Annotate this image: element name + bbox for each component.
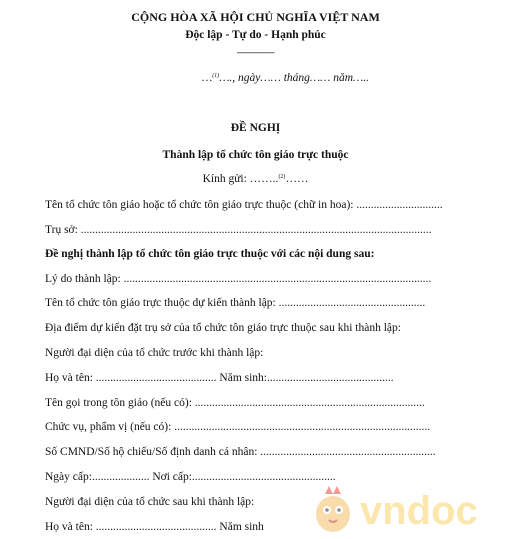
field-planned-location: Địa điểm dự kiến đặt trụ sở của tổ chức tôn giáo trực thuộc sau khi thành lập: [45, 322, 401, 334]
field-position: Chức vụ, phẩm vị (nếu có): ......................................................................................... [45, 421, 431, 433]
motto: Độc lập - Tự do - Hạnh phúc [185, 29, 326, 41]
field-planned-name: Tên tổ chức tôn giáo trực thuộc dự kiến thành lập: ................................................... [45, 297, 426, 309]
field-rep-before-heading: Người đại diện của tổ chức trước khi thành lập: [45, 347, 264, 359]
field-id-number: Số CMND/Số hộ chiếu/Số định danh cá nhân: ............................................................. [45, 446, 436, 458]
field-reason: Lý do thành lập: ........................................................................................................... [45, 273, 432, 285]
field-rep-after-heading: Người đại diện của tổ chức sau khi thành lập: [45, 496, 255, 508]
brand-wordmark: vndoc [360, 489, 478, 533]
vndoc-watermark-logo [305, 480, 505, 535]
document-subtitle: Thành lập tổ chức tôn giáo trực thuộc [162, 149, 349, 161]
header-divider: --------------- [236, 47, 275, 57]
field-rep-after-name: Họ và tên: .......................................... Năm sinh [45, 521, 264, 533]
recipient-line: Kính gửi: ……..$^{(2)}$…… [202, 173, 309, 185]
field-rep-before-name: Họ và tên: .......................................... Năm sinh:............................................ [45, 372, 394, 384]
document-title: ĐỀ NGHỊ [230, 122, 281, 134]
country-name: CỘNG HÒA XÃ HỘI CHỦ NGHĨA VIỆT NAM [131, 10, 380, 24]
field-headquarters: Trụ sở: .......................................................................................................................... [45, 224, 432, 236]
section-heading: Đề nghị thành lập tổ chức tôn giáo trực thuộc với các nội dung sau: [45, 248, 375, 260]
field-religious-name: Tên gọi trong tôn giáo (nếu có): ................................................................................ [45, 397, 425, 409]
mascot-icon [316, 486, 350, 532]
field-issue-date-place: Ngày cấp:.................... Nơi cấp:.................................................. [45, 471, 336, 483]
date-line: …$^{(1)}$…., ngày…… tháng…… năm….. [201, 72, 370, 84]
field-org-name: Tên tổ chức tôn giáo hoặc tổ chức tôn giáo trực thuộc (chữ in hoa): .............................. [45, 199, 443, 211]
